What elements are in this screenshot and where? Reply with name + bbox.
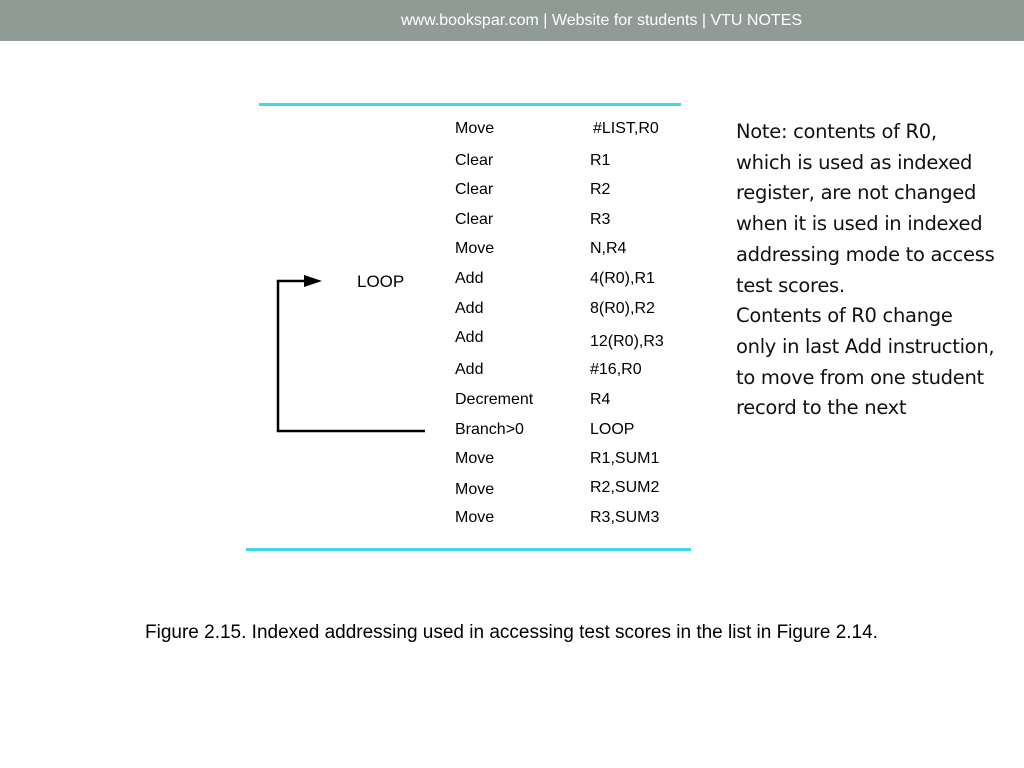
loop-label: LOOP [357, 272, 405, 291]
instruction-row [455, 300, 695, 322]
instruction-operand: R4 [590, 391, 611, 408]
instruction-opcode: Move [455, 481, 495, 498]
instruction-opcode: Move [455, 240, 495, 257]
instruction-operand: N,R4 [590, 240, 627, 257]
top-banner [0, 0, 1024, 41]
instruction-operand: 8(R0),R2 [590, 300, 655, 317]
instruction-operand: R1 [590, 152, 611, 169]
instruction-opcode: Move [455, 120, 495, 137]
instruction-row [455, 211, 695, 233]
instruction-opcode: Clear [455, 211, 494, 228]
instruction-row [455, 391, 695, 413]
instruction-opcode: Add [455, 300, 484, 317]
instruction-operand: R2,SUM2 [590, 479, 660, 496]
instruction-opcode: Decrement [455, 391, 534, 408]
note-text-box [736, 117, 996, 424]
instruction-row [455, 181, 695, 203]
instruction-opcode: Move [455, 509, 495, 526]
instruction-operand: R3,SUM3 [590, 509, 660, 526]
instruction-row [455, 270, 695, 292]
instruction-row [455, 329, 695, 351]
instruction-operand: 4(R0),R1 [590, 270, 655, 287]
instruction-row [455, 509, 695, 531]
instruction-opcode: Branch>0 [455, 421, 524, 438]
instruction-operand: 12(R0),R3 [590, 333, 664, 350]
banner-text[interactable]: www.bookspar.com | Website for students | VTU NOTES [401, 12, 803, 29]
instruction-operand: LOOP [590, 421, 635, 438]
figure-caption: Figure 2.15. Indexed addressing used in accessing test scores in the list in Figure 2.14. [145, 622, 878, 643]
instruction-row [455, 240, 695, 262]
instruction-opcode: Clear [455, 152, 494, 169]
instruction-operand: R1,SUM1 [590, 450, 660, 467]
note-paragraph-1: Note: contents of R0, which is used as indexed register, are not changed when it is used in indexed addressing mode to access test scores. [736, 120, 995, 297]
instruction-row [455, 152, 695, 174]
instruction-opcode: Add [455, 270, 484, 287]
note-paragraph-2: Contents of R0 change only in last Add instruction, to move from one student record to the next [736, 304, 995, 420]
instruction-opcode: Add [455, 329, 484, 346]
instruction-opcode: Clear [455, 181, 494, 198]
instruction-operand: #LIST,R0 [593, 120, 659, 137]
bottom-rule [246, 548, 691, 551]
instruction-row [455, 450, 695, 472]
instruction-row [455, 120, 695, 142]
branch-arrow-icon [270, 270, 430, 440]
instruction-opcode: Move [455, 450, 495, 467]
instruction-row [455, 481, 695, 503]
instruction-row [455, 421, 695, 443]
instruction-opcode: Add [455, 361, 484, 378]
instruction-operand: R2 [590, 181, 611, 198]
instruction-row [455, 361, 695, 383]
instruction-operand: R3 [590, 211, 611, 228]
top-rule [259, 103, 681, 106]
instruction-operand: #16,R0 [590, 361, 642, 378]
